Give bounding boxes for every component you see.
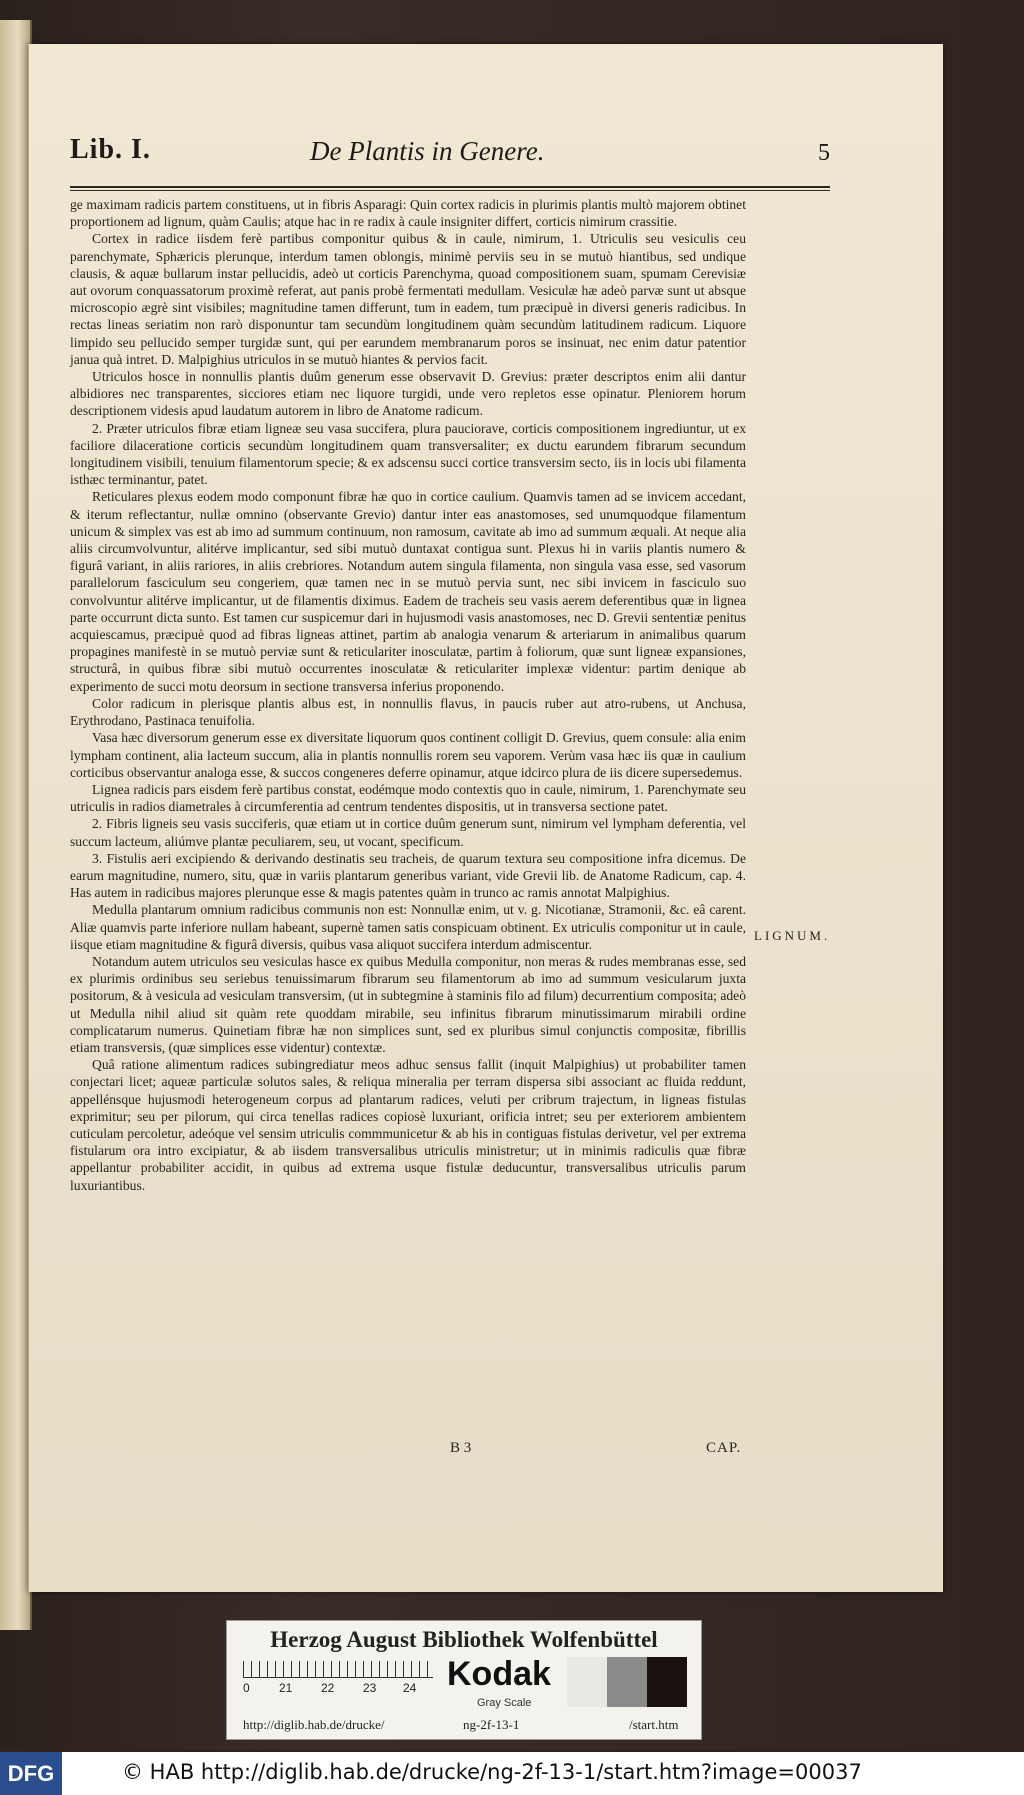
paragraph: Color radicum in plerisque plantis albus est, in nonnullis flavus, in paucis ruber aut atro-rubens, ut Anchusa, Erythrodano, Pastinaca tenuifolia. [70,695,746,729]
margin-note: LIGNUM. [754,928,831,943]
ruler-label: 23 [363,1681,377,1695]
ruler-label: 0 [243,1681,250,1695]
signature-mark: B 3 [450,1440,472,1456]
grayscale-label: Gray Scale [477,1697,532,1709]
catchword: CAP. [706,1440,742,1456]
running-title: De Plantis in Genere. [310,136,545,166]
card-url-base: http://diglib.hab.de/drucke/ [243,1717,385,1732]
paragraph: ge maximam radicis partem constituens, ut in fibris Asparagi: Quin cortex radicis in plurimis plantis multò majorem obtinet proportionem ad lignum, quàm Caulis; atque hac in re radix à caule insigniter differt, corticis nimirum crassitie. [70,197,746,230]
grayscale-swatches [567,1657,687,1707]
gray-swatch [647,1657,687,1707]
ruler-label: 22 [321,1681,335,1695]
paragraph: Cortex in radice iisdem ferè partibus componitur quibus & in caule, nimirum, 1. Utriculis seu vesiculis ceu parenchymate, Sphæricis plerunque, interdum tamen oblongis, minimè perviis seu in se mutuò hiantibus, sed undique clausis, & aquæ bullarum instar pellucidis, adeò ut corticis Parenchyma, quoad compositionem suam, spumam Cerevisiæ aut ovorum conquassatorum proximè referat, aut panis probè fermentati medullam. Vesiculæ hæ adeò parvæ sunt ut absque microscopio ægrè sint visibiles; magnitudine tamen differunt, tum in eadem, tum præcipuè in diversi generis radicibus. In rectas lineas seriatim non rarò disponuntur tam secundùm longitudinem quàm secundùm latitudinem radicum. Liquore limpido seu pellucido semper turgidæ sunt, qui per earundem membranarum poros se insinuat, nec enim datur patentior janua quà intret. D. Malpighius utriculos in se mutuò hiantes & pervios facit. [70,231,746,367]
page-header [70,134,830,174]
gray-swatch [607,1657,647,1707]
library-name: Herzog August Bibliothek Wolfenbüttel [270,1627,658,1652]
header-rule [70,186,830,188]
paragraph: 2. Fibris ligneis seu vasis succiferis, quæ etiam ut in cortice duûm generum sunt, nimirum vel lympham deferentia, vel succum lacteum, aliúmve plantæ peculiarem, seu, ut vocant, specificum. [70,816,746,849]
paragraph: 2. Præter utriculos fibræ etiam ligneæ seu vasa succifera, plura pauciorave, corticis compositionem ingrediuntur, ut ex faciliore dilaceratione corticis secundùm longitudinem quam transversaliter; ex ductu earundem fibrarum secundum longitudinem visibili, tenuium filamentorum specie; & ex adscensu succi cortice transversim secto, iis in locis ubi filamenta isthæc terminantur, patet. [70,420,746,488]
paragraph: Lignea radicis pars eisdem ferè partibus constat, eodémque modo contextis quo in caule, nimirum, 1. Parenchymate seu utriculis in radios diametrales à circumferentia ad centrum tendentes dispositis, ut in transversa sectione patet. [70,781,746,815]
ruler-scale [243,1661,433,1699]
kodak-logo: Kodak [447,1655,551,1693]
copyright-link[interactable]: © HAB http://diglib.hab.de/drucke/ng-2f-13-1/start.htm?image=00037 [122,1760,862,1784]
dfg-logo[interactable]: DFG [0,1752,62,1795]
paragraph: Medulla plantarum omnium radicibus communis non est: Nonnullæ enim, ut v. g. Nicotianæ, Stramonii, &c. eâ carent. Aliæ quamvis parte inferiore nullam habeant, supernè tamen satis conspicuam obtinent. Ex utriculis componitur ut in caule, iisque etiam magnitudine & figurâ diversis, quibus vasa aliquot succifera interdum admiscentur. [70,902,746,952]
book-number: Lib. I. [70,134,151,165]
paragraph: Quâ ratione alimentum radices subingrediatur meos adhuc sensus fallit (inquit Malpighius) ut probabiliter tamen conjectari licet; aqueæ particulæ solutos sales, & reliqua mineralia per terram dispersa sibi associant ac fluida reddunt, appellénsque hujusmodi heterogeneum corpus ad plantarum radices, veluti per cribrum trajectum, in ligneas fistulas exprimitur; seu per pilorum, qui circa tenellas radices copiosè luxuriant, orificia intret; seu per exteriorem ambientem cuticulam percoletur, adeóque vel sensim utriculis commmunicetur & ab his in contiguas fistulas derivetur, vel per extrema fistularum ora intro excipiatur, & ab iisdem transversalibus utriculis ministretur; ut in minimis radiculis quæ fibræ appellantur probabiliter accidit, in quibus ad extrema usque fistulæ deducuntur, transversalibus utriculis parum luxuriantibus. [70,1057,746,1193]
paragraph: Notandum autem utriculos seu vesiculas hasce ex quibus Medulla componitur, non meras & rudes membranas esse, sed ex plurimis ordinibus seu seriebus tenuissimarum fibrarum seu filamentorum ab imo ad summum vesicularum juxta positorum, & à vesicula ad vesiculam transversim, (ut in subtegmine à staminis filo ad filum) decurrentium composita; adeò ut Medulla nihil aliud sit quàm rete quoddam mirabile, seu infinitus fibrarum minutissimarum mirabili ordine complicatarum numerus. Quinetiam fibræ hæ non simplices sunt, sed ex pluribus simul conjunctis compositæ, fibrillis etiam transversis, (quæ simplices esse videntur) contextæ. [70,953,746,1055]
footer-bar [0,1752,1024,1795]
paragraph: 3. Fistulis aeri excipiendo & derivando destinatis seu tracheis, de quarum textura seu compositione infra dicemus. De earum magnitudine, numero, situ, quæ in variis plantarum generibus variant, vide Grevii lib. de Anatome Radicum, cap. 4. Has autem in radicibus majores plerunque esse & magis patentes quàm in trunco ac ramis annotat Malpighius. [70,850,746,901]
paragraph: Utriculos hosce in nonnullis plantis duûm generum esse observavit D. Grevius: præter descriptos enim alii dantur albidiores nec transparentes, sicciores etiam nec liquore turgidi, unde vero repletos esse opinatur. Pleniorem horum descriptionem videsis apud laudatum autorem in libro de Anatome radicum. [70,369,746,419]
gray-swatch [567,1657,607,1707]
ruler-label: 24 [403,1681,417,1695]
page-number: 5 [818,140,830,166]
header-rule-thin [70,190,830,191]
library-card [226,1620,702,1740]
ruler-ticks [243,1661,433,1678]
body-text [70,196,746,1194]
paragraph: Vasa hæc diversorum generum esse ex diversitate liquorum quos continent colligit D. Grevius, quem consule: alia enim lympham continent, alia lacteum succum, alia in plantis nonnullis rorem seu vaporem. Verùm vasa hæc iis quæ in caulium corticibus observantur analoga esse, & succos congeneres deferre opinamur, atque idcirco plura de iis dicere supersedemus. [70,730,746,780]
paragraph: Reticulares plexus eodem modo componunt fibræ hæ quo in cortice caulium. Quamvis tamen ad se invicem accedant, & iterum reflectantur, nullæ omnino (observante Grevio) dantur inter eas anastomoses, sed unumquodque filamentum unicum & simplex vas est ab imo ad summum continuum, non ramosum, cavitate ab imo ad summum æquali. At neque alia aliis circumvolvuntur, alitérve implicantur, sed sibi mutuò duntaxat contigua sunt. Plexus hi in variis plantis numero & figurâ variant, in aliis rariores, in aliis crebriores. Notandum autem singula filamenta, non singula vasa esse, sed vasorum parallelorum fasciculum seu congeriem, quæ tamen nec in se mutuò pervia sunt, nec sibi invicem in fasciculo suo convolvuntur alitérve implicantur, ut de filamentis diximus. Eadem de tracheis seu vasis aerem deferentibus quæ in lignea parte occurrunt dicta sunto. Est tamen cur suspicemur dari in hujusmodi vasis anastomoses, nec D. Grevii sententiæ penitus acquiescamus, præcipuè quod ad fibras ligneas attinet, partim ab analogia venarum & arteriarum in animalibus quarum propagines manifestè in se mutuò perviæ sunt & reticulariter inosculatæ, partim à foliorum, quæ sunt ligneæ expansiones, structurâ, in quibus fibræ sibi mutuò occurrentes inosculatæ & reticulariter implexæ videntur: partim denique ab experimento de succi motu deorsum in sectione transversa inferius proponendo. [70,489,746,694]
card-url-id: ng-2f-13-1 [463,1717,520,1732]
card-url-page: /start.htm [629,1717,679,1732]
ruler-label: 21 [279,1681,293,1695]
